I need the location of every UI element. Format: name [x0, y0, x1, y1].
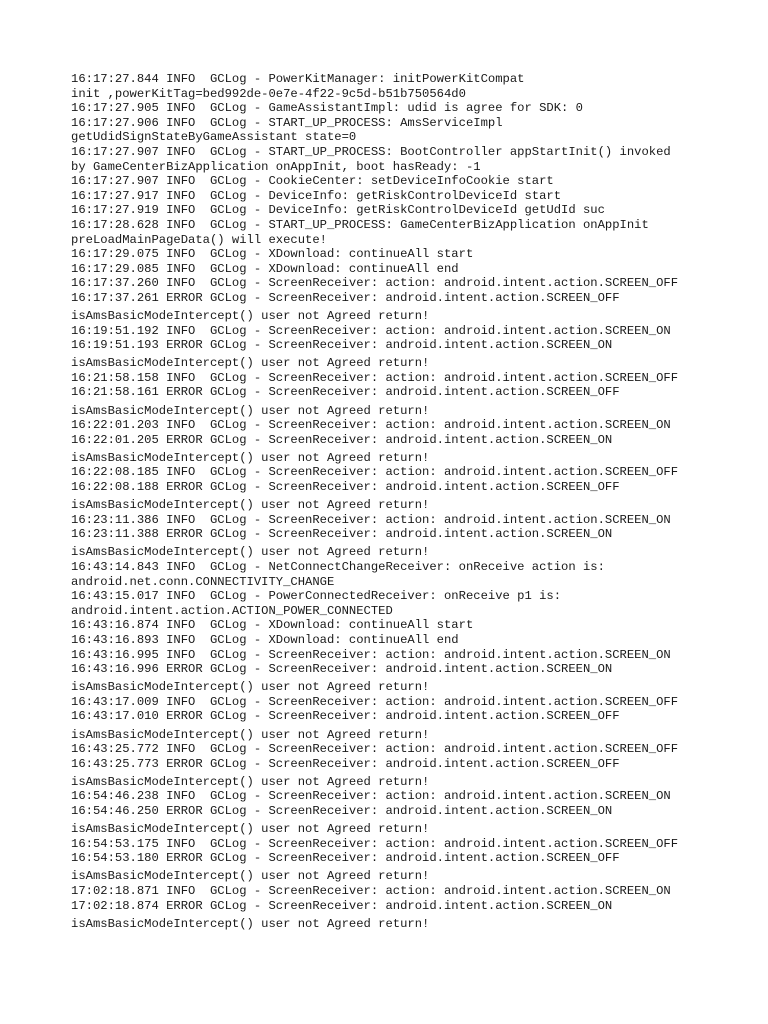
log-line: isAmsBasicModeIntercept() user not Agreed return! [71, 403, 430, 418]
log-line: 16:19:51.192 INFO GCLog - ScreenReceiver: action: android.intent.action.SCREEN_ON [71, 323, 671, 338]
log-line: 16:54:53.175 INFO GCLog - ScreenReceiver: action: android.intent.action.SCREEN_OFF [71, 836, 679, 851]
log-line: 17:02:18.871 INFO GCLog - ScreenReceiver: action: android.intent.action.SCREEN_ON [71, 883, 671, 898]
log-line: 16:17:27.907 INFO GCLog - START_UP_PROCESS: BootController appStartInit() invoked [71, 144, 671, 159]
log-line: by GameCenterBizApplication onAppInit, boot hasReady: -1 [71, 159, 481, 174]
log-line: 16:43:16.874 INFO GCLog - XDownload: continueAll start [71, 618, 474, 633]
log-line: getUdidSignStateByGameAssistant state=0 [71, 130, 357, 145]
log-line: 16:23:11.386 INFO GCLog - ScreenReceiver: action: android.intent.action.SCREEN_ON [71, 512, 671, 527]
log-line: 16:23:11.388 ERROR GCLog - ScreenReceiver: android.intent.action.SCREEN_ON [71, 527, 613, 542]
log-line: android.intent.action.ACTION_POWER_CONNECTED [71, 603, 393, 618]
log-line: 16:22:01.203 INFO GCLog - ScreenReceiver: action: android.intent.action.SCREEN_ON [71, 418, 671, 433]
log-line: isAmsBasicModeIntercept() user not Agreed return! [71, 822, 430, 837]
log-line: isAmsBasicModeIntercept() user not Agreed return! [71, 309, 430, 323]
log-line: 16:54:46.238 INFO GCLog - ScreenReceiver: action: android.intent.action.SCREEN_ON [71, 789, 671, 804]
log-line: 16:21:58.161 ERROR GCLog - ScreenReceiver: android.intent.action.SCREEN_OFF [71, 385, 620, 400]
log-line: isAmsBasicModeIntercept() user not Agreed return! [71, 450, 430, 465]
log-line: isAmsBasicModeIntercept() user not Agreed return! [71, 680, 430, 695]
log-line: isAmsBasicModeIntercept() user not Agreed return! [71, 545, 430, 560]
log-line: 16:22:08.185 INFO GCLog - ScreenReceiver: action: android.intent.action.SCREEN_OFF [71, 465, 679, 480]
log-line: 16:17:28.628 INFO GCLog - START_UP_PROCESS: GameCenterBizApplication onAppInit [71, 217, 649, 232]
log-line: 16:22:08.188 ERROR GCLog - ScreenReceiver: android.intent.action.SCREEN_OFF [71, 480, 620, 495]
log-line: 16:54:53.180 ERROR GCLog - ScreenReceiver: android.intent.action.SCREEN_OFF [71, 851, 620, 866]
log-line: 16:17:27.844 INFO GCLog - PowerKitManager: initPowerKitCompat [71, 72, 525, 86]
log-line: 16:17:29.075 INFO GCLog - XDownload: continueAll start [71, 247, 474, 262]
log-line: 16:17:29.085 INFO GCLog - XDownload: continueAll end [71, 261, 459, 276]
log-line: 16:17:27.917 INFO GCLog - DeviceInfo: getRiskControlDeviceId start [71, 188, 562, 203]
log-line: 16:17:37.261 ERROR GCLog - ScreenReceiver: android.intent.action.SCREEN_OFF [71, 290, 620, 305]
log-line: 16:54:46.250 ERROR GCLog - ScreenReceiver: android.intent.action.SCREEN_ON [71, 804, 613, 818]
log-line: 16:43:16.893 INFO GCLog - XDownload: continueAll end [71, 632, 459, 647]
log-line: preLoadMainPageData() will execute! [71, 232, 327, 247]
log-line: android.net.conn.CONNECTIVITY_CHANGE [71, 574, 335, 589]
log-line: 16:17:27.907 INFO GCLog - CookieCenter: setDeviceInfoCookie start [71, 174, 554, 189]
log-line: 16:43:16.996 ERROR GCLog - ScreenReceiver: android.intent.action.SCREEN_ON [71, 662, 613, 677]
log-line: isAmsBasicModeIntercept() user not Agreed return! [71, 916, 430, 931]
log-line: 16:43:17.010 ERROR GCLog - ScreenReceiver: android.intent.action.SCREEN_OFF [71, 709, 620, 724]
log-line: 16:17:27.905 INFO GCLog - GameAssistantImpl: udid is agree for SDK: 0 [71, 101, 583, 116]
log-line: 16:21:58.158 INFO GCLog - ScreenReceiver: action: android.intent.action.SCREEN_OFF [71, 370, 679, 385]
log-line: 16:22:01.205 ERROR GCLog - ScreenReceiver: android.intent.action.SCREEN_ON [71, 432, 613, 447]
log-line: 16:43:14.843 INFO GCLog - NetConnectChangeReceiver: onReceive action is: [71, 560, 605, 574]
log-line: isAmsBasicModeIntercept() user not Agreed return! [71, 498, 430, 513]
log-text-block [71, 72, 761, 931]
log-document [71, 72, 761, 931]
log-line: 17:02:18.874 ERROR GCLog - ScreenReceiver: android.intent.action.SCREEN_ON [71, 898, 613, 913]
log-line: isAmsBasicModeIntercept() user not Agreed return! [71, 727, 430, 742]
log-line: 16:43:25.773 ERROR GCLog - ScreenReceiver: android.intent.action.SCREEN_OFF [71, 756, 620, 771]
log-line: 16:43:17.009 INFO GCLog - ScreenReceiver: action: android.intent.action.SCREEN_OFF [71, 694, 679, 709]
log-line: isAmsBasicModeIntercept() user not Agreed return! [71, 869, 430, 884]
log-line: 16:19:51.193 ERROR GCLog - ScreenReceiver: android.intent.action.SCREEN_ON [71, 338, 613, 353]
log-line: 16:43:16.995 INFO GCLog - ScreenReceiver: action: android.intent.action.SCREEN_ON [71, 647, 671, 662]
log-line: init ,powerKitTag=bed992de-0e7e-4f22-9c5d-b51b750564d0 [71, 86, 466, 101]
log-line: 16:43:15.017 INFO GCLog - PowerConnectedReceiver: onReceive p1 is: [71, 589, 562, 604]
log-line: 16:17:37.260 INFO GCLog - ScreenReceiver: action: android.intent.action.SCREEN_OFF [71, 276, 679, 291]
log-line: isAmsBasicModeIntercept() user not Agreed return! [71, 774, 430, 789]
log-line: isAmsBasicModeIntercept() user not Agreed return! [71, 356, 430, 371]
log-line: 16:43:25.772 INFO GCLog - ScreenReceiver: action: android.intent.action.SCREEN_OFF [71, 742, 679, 757]
log-line: 16:17:27.919 INFO GCLog - DeviceInfo: getRiskControlDeviceId getUdId suc [71, 203, 605, 218]
log-line: 16:17:27.906 INFO GCLog - START_UP_PROCESS: AmsServiceImpl [71, 115, 503, 130]
